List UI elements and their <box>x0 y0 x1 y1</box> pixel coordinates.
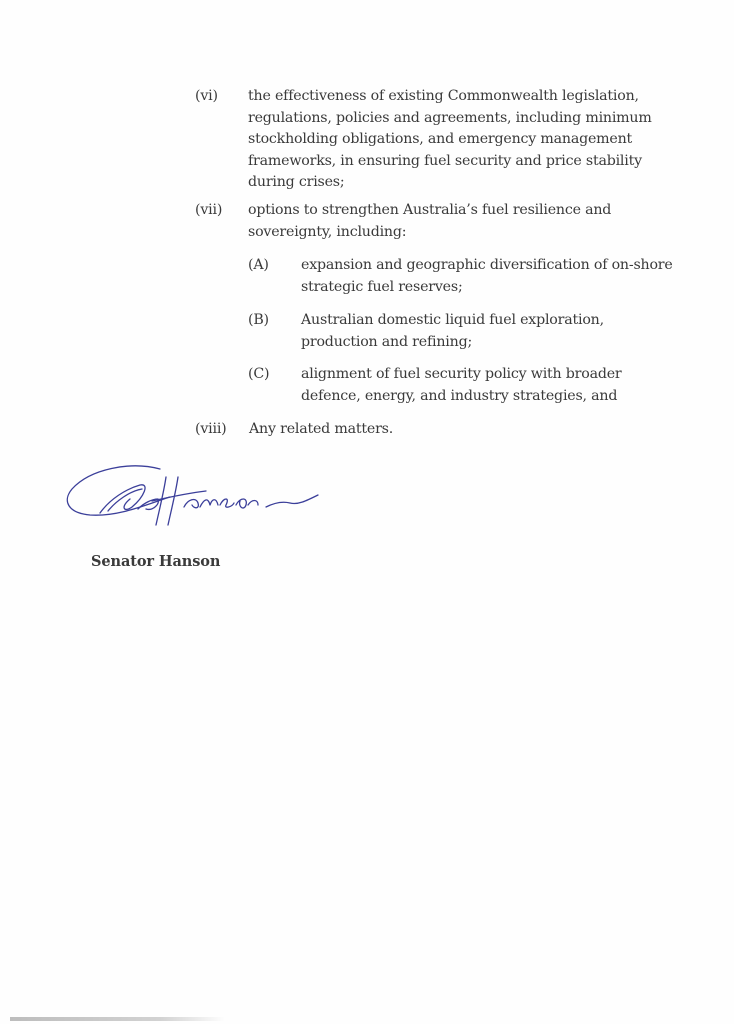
sub-item-text <box>301 255 673 298</box>
sub-item-text <box>301 310 604 353</box>
text-line: alignment of fuel security policy with broader <box>301 366 622 382</box>
text-line: sovereignty, including: <box>248 223 407 240</box>
text-line: expansion and geographic diversification of on-shore <box>301 257 673 273</box>
sub-item-label: (B) <box>248 312 269 328</box>
signatory-name: Senator Hanson <box>91 553 221 570</box>
item-label: (vii) <box>195 202 223 218</box>
text-line: Any related matters. <box>249 421 394 437</box>
text-line: production and refining; <box>301 333 473 350</box>
text-line: Australian domestic liquid fuel exploration, <box>301 312 604 328</box>
item-label: (vi) <box>195 88 218 104</box>
text-line: strategic fuel reserves; <box>301 278 463 295</box>
item-text <box>248 86 652 194</box>
signature-image <box>60 455 350 545</box>
scan-artifact-line <box>10 1017 225 1021</box>
text-line: frameworks, in ensuring fuel security and price stability <box>248 152 642 169</box>
text-line: during crises; <box>248 174 345 190</box>
item-text <box>248 200 611 243</box>
text-line: stockholding obligations, and emergency management <box>248 131 633 147</box>
item-text <box>249 419 393 441</box>
text-line: the effectiveness of existing Commonwealth legislation, <box>248 88 639 104</box>
sub-item-label: (C) <box>248 366 270 382</box>
sub-item-label: (A) <box>248 257 269 273</box>
text-line: options to strengthen Australia’s fuel resilience and <box>248 202 612 218</box>
sub-item-text <box>301 364 622 407</box>
text-line: regulations, policies and agreements, including minimum <box>248 109 652 126</box>
item-label: (viii) <box>195 421 227 437</box>
text-line: defence, energy, and industry strategies, and <box>301 387 618 404</box>
